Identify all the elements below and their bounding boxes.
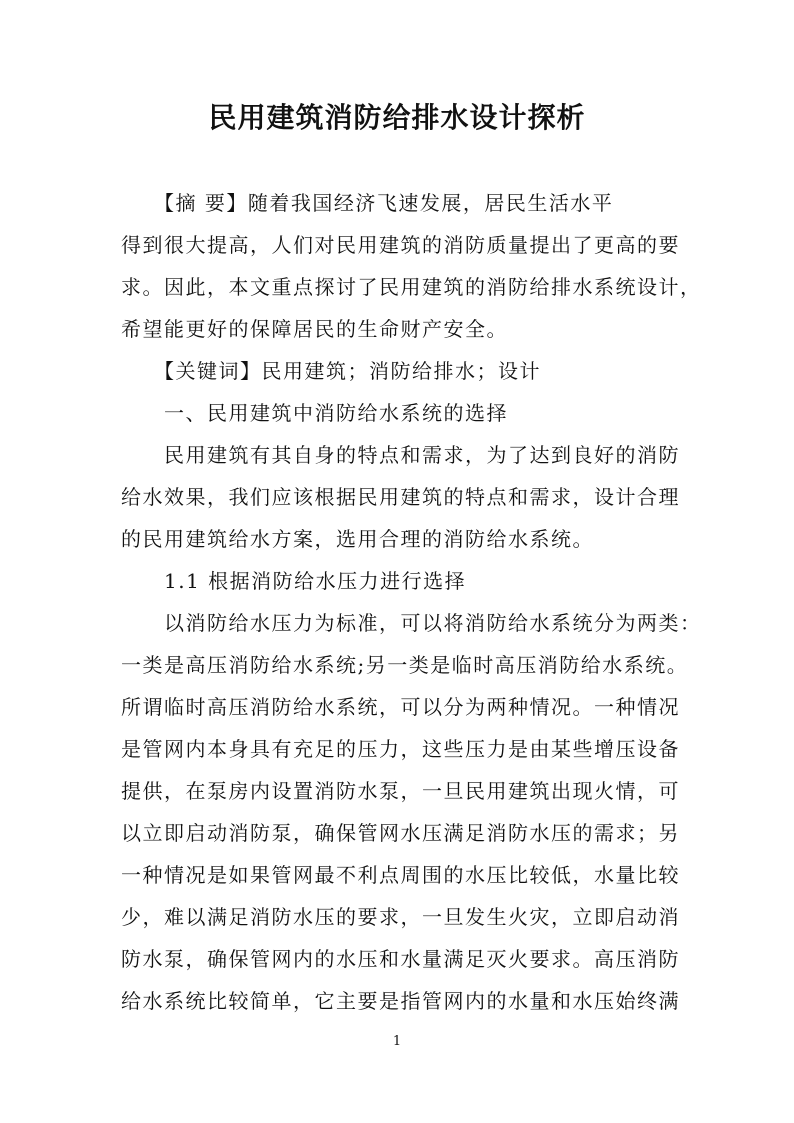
abstract-line-3: 求。因此，本文重点探讨了民用建筑的消防给排水系统设计， xyxy=(121,275,702,299)
body-line-2: 给水效果，我们应该根据民用建筑的特点和需求，设计合理 xyxy=(121,485,680,509)
body-line-9: 以立即启动消防泵，确保管网水压满足消防水压的需求；另 xyxy=(121,821,680,845)
section-heading-1: 一、民用建筑中消防给水系统的选择 xyxy=(121,401,508,425)
body-line-8: 提供，在泵房内设置消防水泵，一旦民用建筑出现火情，可 xyxy=(121,779,680,803)
body-line-1: 民用建筑有其自身的特点和需求，为了达到良好的消防 xyxy=(121,443,680,467)
subsection-heading-1-1: 1.1 根据消防给水压力进行选择 xyxy=(121,569,467,593)
page-number: 1 xyxy=(392,1034,402,1049)
abstract-line-2: 得到很大提高，人们对民用建筑的消防质量提出了更高的要 xyxy=(121,233,680,257)
body-line-11: 少，难以满足消防水压的要求，一旦发生火灾，立即启动消 xyxy=(121,905,680,929)
body-line-6: 所谓临时高压消防给水系统，可以分为两种情况。一种情况 xyxy=(121,695,680,719)
abstract-line-4: 希望能更好的保障居民的生命财产安全。 xyxy=(121,317,508,341)
body-line-12: 防水泵，确保管网内的水压和水量满足灭火要求。高压消防 xyxy=(121,947,680,971)
body-line-13: 给水系统比较简单，它主要是指管网内的水量和水压始终满 xyxy=(121,989,680,1013)
body-line-5: 一类是高压消防给水系统;另一类是临时高压消防给水系统。 xyxy=(121,653,689,677)
body-line-4: 以消防给水压力为标准，可以将消防给水系统分为两类： xyxy=(121,611,702,635)
body-line-7: 是管网内本身具有充足的压力，这些压力是由某些增压设备 xyxy=(121,737,680,761)
document-title: 民用建筑消防给排水设计探析 xyxy=(208,101,586,134)
body-line-10: 一种情况是如果管网最不利点周围的水压比较低，水量比较 xyxy=(121,863,680,887)
body-line-3: 的民用建筑给水方案，选用合理的消防给水系统。 xyxy=(121,527,594,551)
keywords-line: 【关键词】民用建筑；消防给排水；设计 xyxy=(121,359,541,383)
abstract-line-1: 【摘 要】随着我国经济飞速发展，居民生活水平 xyxy=(121,191,614,215)
